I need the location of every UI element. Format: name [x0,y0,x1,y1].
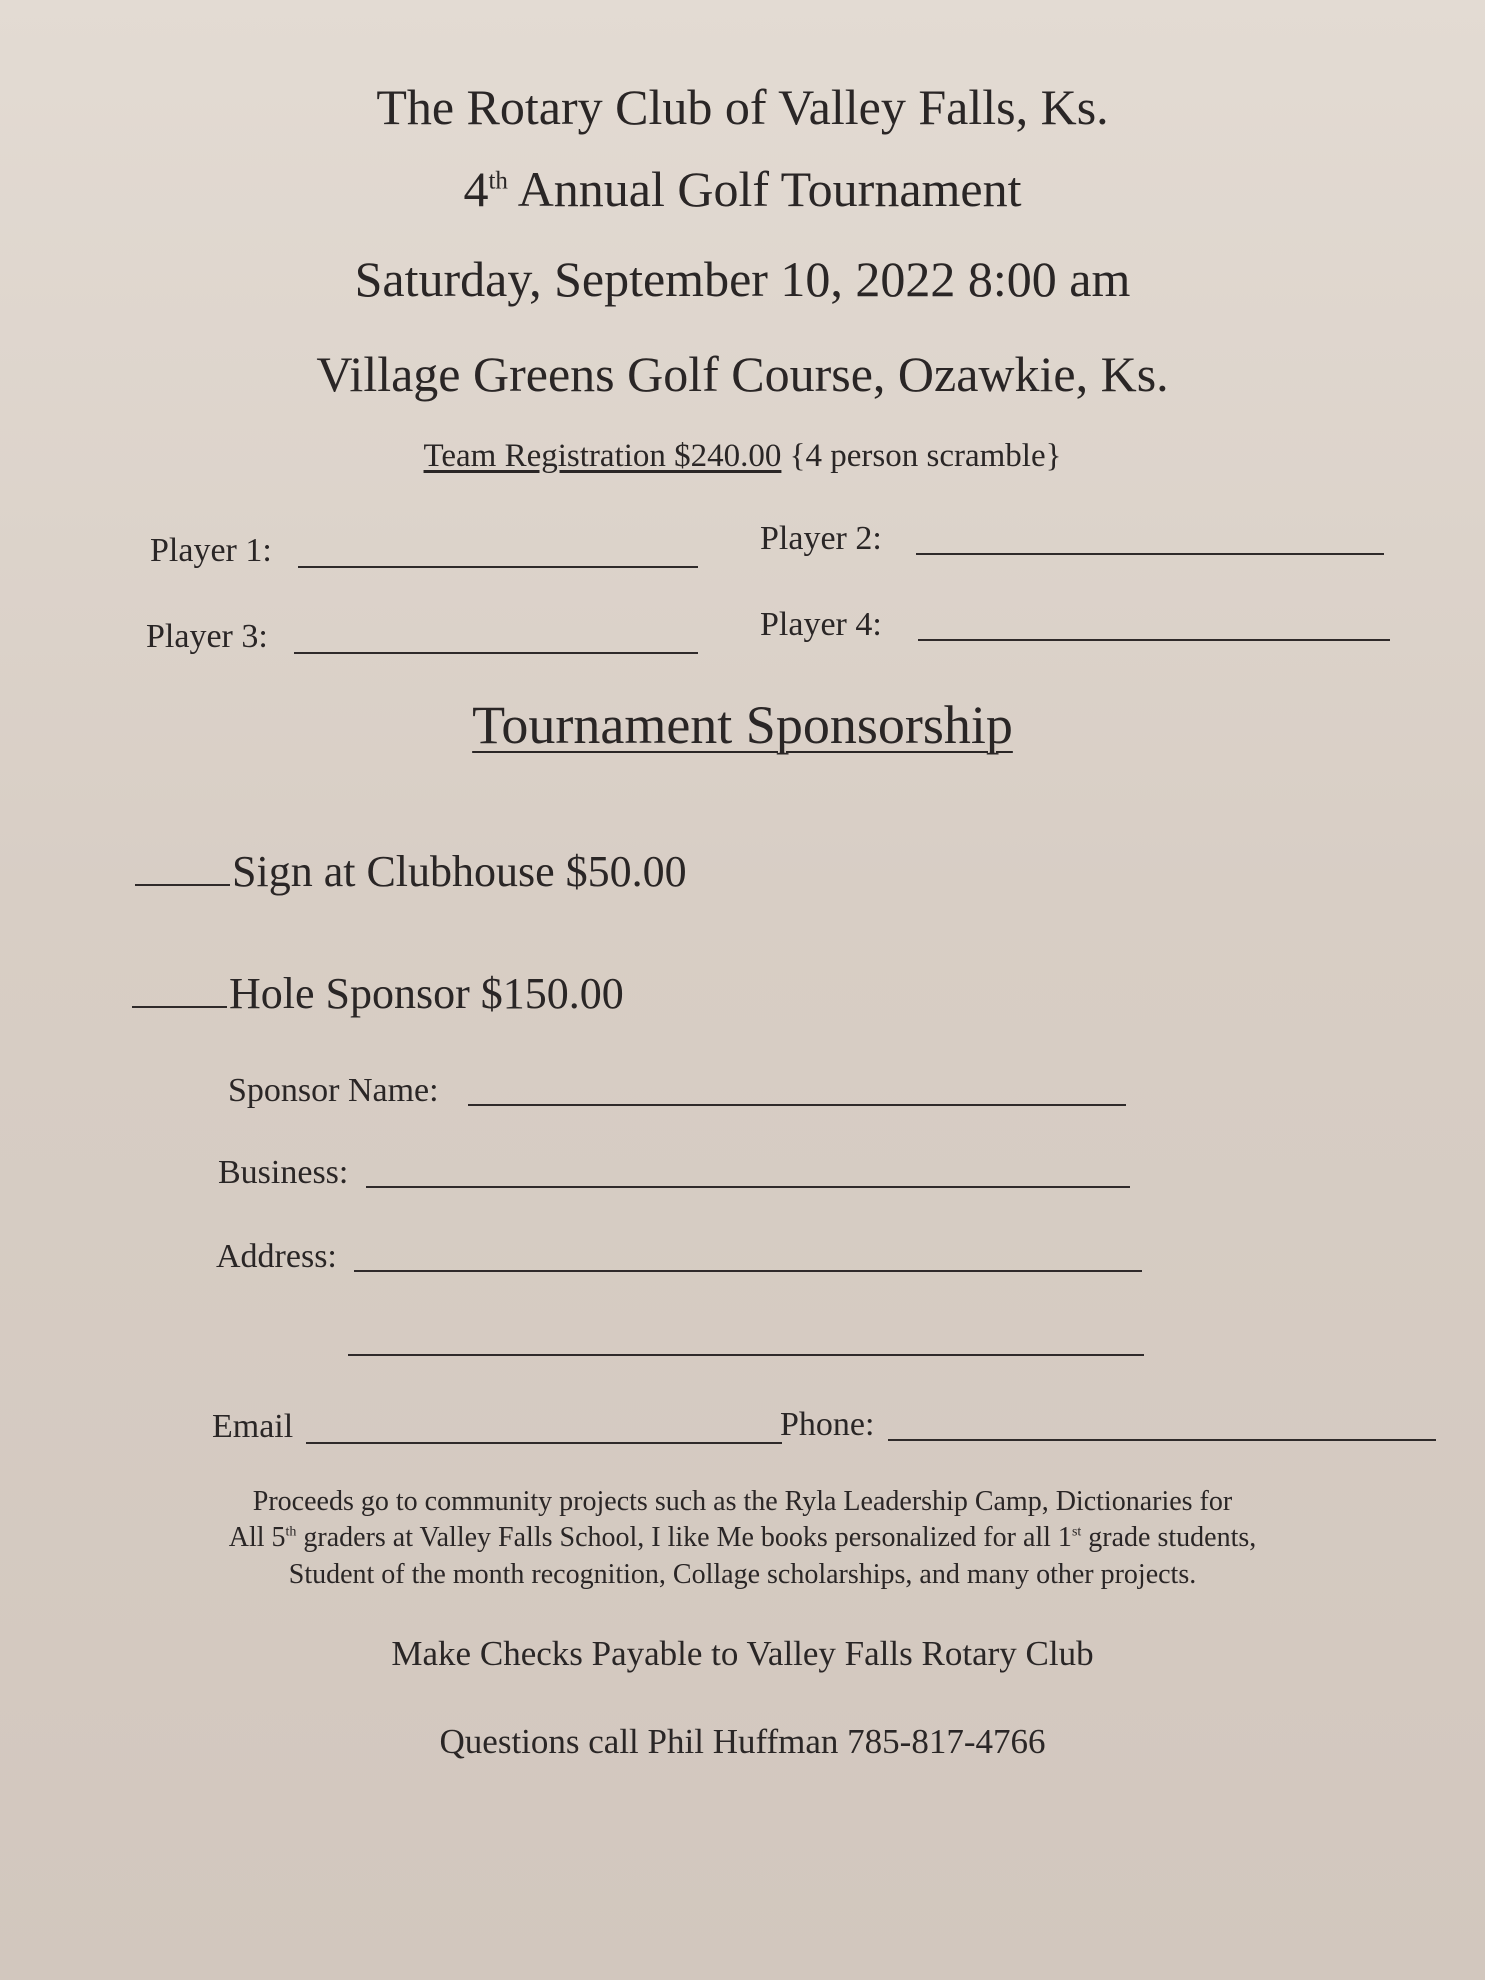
hole-checkbox-line[interactable] [132,1006,227,1008]
proceeds-text [0,1484,1485,1593]
player-3-label: Player 3: [146,618,268,655]
proceeds-line-3: Student of the month recognition, Collage scholarships, and many other projects. [288,1558,1197,1590]
contact-info: Questions call Phil Huffman 785-817-4766 [439,1722,1046,1761]
address-field-line-2[interactable] [348,1354,1144,1356]
player-2-label: Player 2: [760,520,882,557]
player-4-label: Player 4: [760,606,882,643]
event-name: Annual Golf Tournament [517,161,1022,217]
sponsor-name-label: Sponsor Name: [228,1072,439,1109]
hole-option-label: Hole Sponsor $150.00 [229,969,624,1018]
business-field[interactable] [366,1186,1130,1188]
email-label: Email [212,1408,294,1445]
event-title [0,160,1485,218]
sponsor-option-sign[interactable] [135,846,687,897]
proceeds-line-1: Proceeds go to community projects such as the Ryla Leadership Camp, Dictionaries for [252,1486,1233,1517]
sponsorship-title: Tournament Sponsorship [472,695,1013,755]
player-4-field[interactable] [918,639,1390,641]
club-title: The Rotary Club of Valley Falls, Ks. [376,79,1109,135]
event-ordinal: 4 [463,161,489,217]
event-venue: Village Greens Golf Course, Ozawkie, Ks. [316,346,1169,402]
registration-label: Team Registration $240.00 [423,438,782,474]
player-2-field[interactable] [916,553,1384,555]
address-label: Address: [216,1238,337,1275]
payment-instructions: Make Checks Payable to Valley Falls Rotary Club [391,1634,1094,1673]
team-registration [0,438,1485,475]
business-label: Business: [218,1154,349,1191]
phone-label: Phone: [780,1406,875,1443]
player-3-field[interactable] [294,652,698,654]
email-field[interactable] [306,1442,782,1444]
registration-note: {4 person scramble} [789,438,1062,474]
player-1-field[interactable] [298,566,698,568]
sponsor-name-field[interactable] [468,1104,1126,1106]
address-field-line-1[interactable] [354,1270,1142,1272]
phone-field[interactable] [888,1439,1436,1441]
event-ordinal-suffix: th [488,167,508,195]
proceeds-line-2: All 5th graders at Valley Falls School, I like Me books personalized for all 1st grade students, [228,1522,1257,1554]
player-1-label: Player 1: [150,532,272,569]
sponsor-option-hole[interactable] [132,968,624,1019]
sign-option-label: Sign at Clubhouse $50.00 [232,847,687,896]
sign-checkbox-line[interactable] [135,884,230,886]
event-date-time: Saturday, September 10, 2022 8:00 am [354,251,1131,307]
